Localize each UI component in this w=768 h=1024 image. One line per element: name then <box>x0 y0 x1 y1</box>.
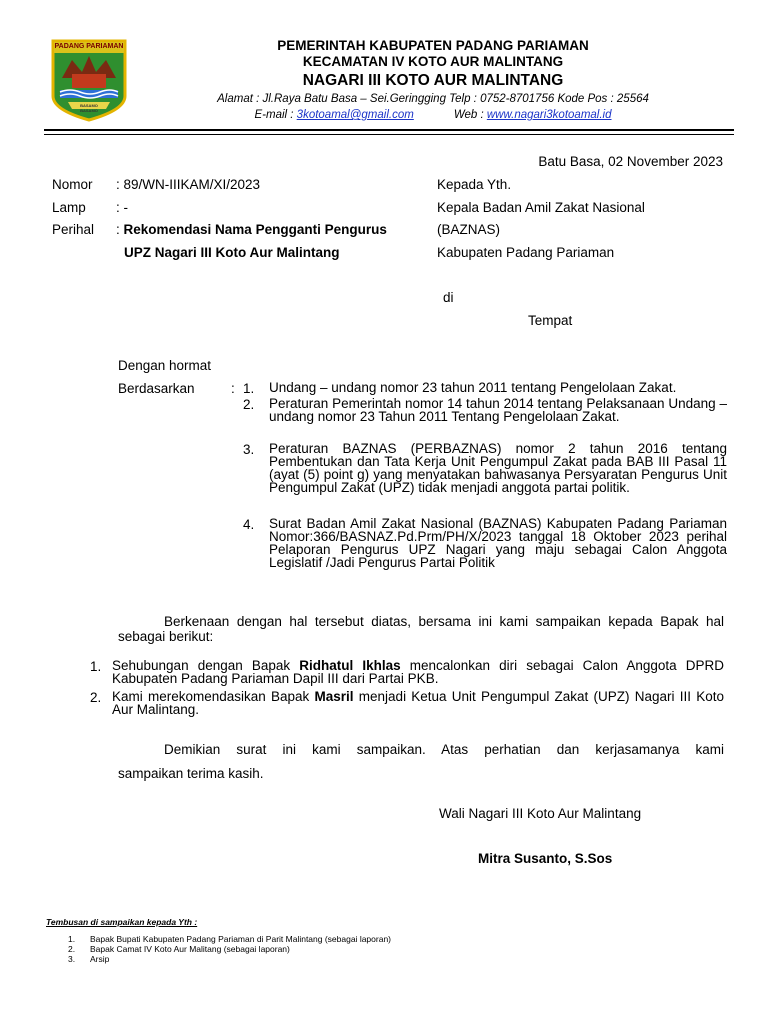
header-rule-thin <box>44 134 734 135</box>
basis-item-text: Peraturan Pemerintah nomor 14 tahun 2014 tentang Pelaksanaan Undang – undang nomor 23 Tahun 2011 Tentang Pengelolaan Zakat. <box>269 396 727 424</box>
point-num: 1. <box>90 659 102 674</box>
nomor-label: Nomor <box>52 177 93 192</box>
cc-item-num: 3. <box>68 954 76 964</box>
email-link[interactable]: 3kotoamal@gmail.com <box>296 109 414 121</box>
perihal-subject-1: Rekomendasi Nama Pengganti Pengurus <box>123 222 387 237</box>
point-person-name: Masril <box>314 689 354 704</box>
recipient-line-3: (BAZNAS) <box>437 222 501 237</box>
closing-line-1: Demikian surat ini kami sampaikan. Atas perhatian dan kerjasamanya kami <box>164 742 724 757</box>
recipient-line-1: Kepada Yth. <box>437 177 512 192</box>
point-person-name: Ridhatul Ikhlas <box>299 658 401 673</box>
regency-logo <box>50 38 128 122</box>
perihal-label: Perihal <box>52 222 95 237</box>
header-address: Alamat : Jl.Raya Batu Basa – Sei.Geringging Telp : 0752-8701756 Kode Pos : 25564 <box>217 93 649 105</box>
greeting: Dengan hormat <box>118 358 212 373</box>
basis-item-text: Surat Badan Amil Zakat Nasional (BAZNAS) Kabupaten Padang Pariaman Nomor:366/BASNAZ.Pd.Prm/PH/X/2023 tanggal 18 Oktober 2023 perihal Pelaporan Pengurus UPZ Nagari yang maju sebagai Calon Anggota Legislatif /Jadi Pengurus Partai Politik <box>269 516 727 570</box>
perihal-line-1 <box>116 222 387 237</box>
point-text-pre: Sehubungan dengan Bapak <box>112 658 300 673</box>
closing-line-2: sampaikan terima kasih. <box>118 766 264 781</box>
cc-item-text: Arsip <box>90 954 110 964</box>
basis-item-text: Undang – undang nomor 23 tahun 2011 tentang Pengelolaan Zakat. <box>269 380 677 395</box>
point-item <box>112 659 724 685</box>
point-num: 2. <box>90 690 102 705</box>
lamp-label: Lamp <box>52 200 86 215</box>
web-label: Web : <box>453 109 487 121</box>
perihal-line-2: UPZ Nagari III Koto Aur Malintang <box>124 245 340 260</box>
email-label: E-mail : <box>254 109 297 121</box>
web-link[interactable]: www.nagari3kotoamal.id <box>486 109 612 121</box>
header-contact <box>150 109 716 121</box>
header-line-3: NAGARI III KOTO AUR MALINTANG <box>302 72 564 89</box>
recipient-tempat: Tempat <box>528 313 573 328</box>
point-text-post: mencalonkan diri sebagai Calon Anggota DPRD Kabupaten Padang Pariaman Dapil III dari Partai PKB. <box>112 658 724 686</box>
basis-item-num: 4. <box>243 517 255 532</box>
signature-name: Mitra Susanto, S.Sos <box>478 851 613 866</box>
perihal-colon: : <box>116 222 124 237</box>
basis-item-text: Peraturan BAZNAS (PERBAZNAS) nomor 2 tahun 2016 tentang Pembentukan dan Tata Kerja Unit Pengumpul Zakat pada BAB III Pasal 11 (ayat (5) point g) yang menyatakan bahwasanya Persyaratan Pengurus Unit Pengumpul Zakat (UPZ) tidak menjadi anggota partai politik. <box>269 441 727 495</box>
cc-item-text: Bapak Camat IV Koto Aur Malitang (sebagai laporan) <box>90 944 290 954</box>
basis-colon: : <box>231 381 235 396</box>
basis-item-num: 1. <box>243 381 255 396</box>
header-line-1: PEMERINTAH KABUPATEN PADANG PARIAMAN <box>277 38 589 53</box>
point-text-pre: Kami merekomendasikan Bapak <box>112 689 315 704</box>
signature-title: Wali Nagari III Koto Aur Malintang <box>439 806 642 821</box>
place-date: Batu Basa, 02 November 2023 <box>538 154 723 169</box>
cc-heading: Tembusan di sampaikan kepada Yth : <box>46 917 198 927</box>
point-item <box>112 690 724 716</box>
header-line-2: KECAMATAN IV KOTO AUR MALINTANG <box>302 54 564 69</box>
nomor-value: : 89/WN-IIIKAM/XI/2023 <box>116 177 261 192</box>
basis-item-num: 3. <box>243 442 255 457</box>
cc-item-text: Bapak Bupati Kabupaten Padang Pariaman di Parit Malintang (sebagai laporan) <box>90 934 392 944</box>
recipient-line-4: Kabupaten Padang Pariaman <box>437 245 615 260</box>
basis-label: Berdasarkan <box>118 381 195 396</box>
logo-label: PADANG PARIAMAN <box>54 43 124 50</box>
recipient-line-2: Kepala Badan Amil Zakat Nasional <box>437 200 645 215</box>
recipient-di: di <box>443 290 454 305</box>
basis-item-num: 2. <box>243 397 255 412</box>
logo-bottom-label: BASAMO BASAMO <box>80 103 98 113</box>
lamp-value: : - <box>116 200 128 215</box>
intro-paragraph: Berkenaan dengan hal tersebut diatas, bersama ini kami sampaikan kepada Bapak hal sebagai berikut: <box>118 614 724 644</box>
header-rule-thick <box>44 129 734 131</box>
point-text-post: menjadi Ketua Unit Pengumpul Zakat (UPZ) Nagari III Koto Aur Malintang. <box>112 689 724 717</box>
cc-item-num: 2. <box>68 944 76 954</box>
cc-item-num: 1. <box>68 934 76 944</box>
